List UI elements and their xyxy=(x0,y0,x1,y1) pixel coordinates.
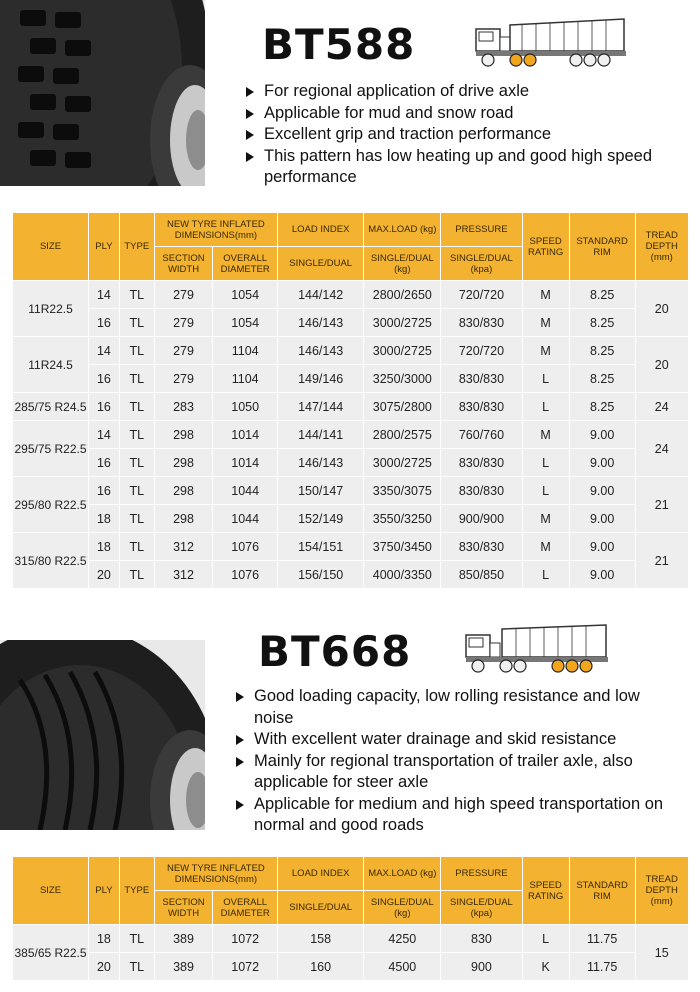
header-pressure: PRESSURE xyxy=(441,857,522,891)
standard-rim-cell: 8.25 xyxy=(569,281,635,309)
speed-rating-cell: M xyxy=(522,505,569,533)
feature-item: Excellent grip and traction performance xyxy=(242,124,692,146)
standard-rim-cell: 9.00 xyxy=(569,561,635,589)
overall-diameter-cell: 1076 xyxy=(213,533,278,561)
table-row xyxy=(13,953,689,981)
ply-cell: 20 xyxy=(89,953,120,981)
type-cell: TL xyxy=(119,393,154,421)
section-width-cell: 298 xyxy=(154,505,213,533)
max-load-cell: 3000/2725 xyxy=(364,449,441,477)
ply-cell: 16 xyxy=(89,393,120,421)
pressure-cell: 830/830 xyxy=(441,477,522,505)
speed-rating-cell: M xyxy=(522,421,569,449)
table-row xyxy=(13,449,689,477)
section-width-cell: 279 xyxy=(154,337,213,365)
section-width-cell: 279 xyxy=(154,365,213,393)
overall-diameter-cell: 1014 xyxy=(213,449,278,477)
standard-rim-cell: 8.25 xyxy=(569,337,635,365)
type-cell: TL xyxy=(119,505,154,533)
feature-item: Applicable for mud and snow road xyxy=(242,103,692,125)
table-row xyxy=(13,281,689,309)
type-cell: TL xyxy=(119,953,154,981)
type-cell: TL xyxy=(119,337,154,365)
table-row xyxy=(13,533,689,561)
type-cell: TL xyxy=(119,309,154,337)
standard-rim-cell: 9.00 xyxy=(569,505,635,533)
overall-diameter-cell: 1044 xyxy=(213,505,278,533)
header-load-index-sub: SINGLE/DUAL xyxy=(278,891,364,925)
load-index-cell: 160 xyxy=(278,953,364,981)
overall-diameter-cell: 1054 xyxy=(213,281,278,309)
max-load-cell: 3000/2725 xyxy=(364,309,441,337)
max-load-cell: 4250 xyxy=(364,925,441,953)
overall-diameter-cell: 1044 xyxy=(213,477,278,505)
ply-cell: 14 xyxy=(89,281,120,309)
section-width-cell: 279 xyxy=(154,281,213,309)
load-index-cell: 146/143 xyxy=(278,449,364,477)
ply-cell: 18 xyxy=(89,925,120,953)
max-load-cell: 2800/2650 xyxy=(364,281,441,309)
standard-rim-cell: 8.25 xyxy=(569,365,635,393)
feature-item: For regional application of drive axle xyxy=(242,81,692,103)
section-width-cell: 389 xyxy=(154,925,213,953)
feature-item: Applicable for medium and high speed transportation on normal and good roads xyxy=(232,794,682,837)
header-dimensions: NEW TYRE INFLATED DIMENSIONS(mm) xyxy=(154,857,277,891)
header-overall-diameter: OVERALL DIAMETER xyxy=(213,891,278,925)
load-index-cell: 146/143 xyxy=(278,309,364,337)
overall-diameter-cell: 1014 xyxy=(213,421,278,449)
header-ply: PLY xyxy=(89,857,120,925)
table-row xyxy=(13,505,689,533)
overall-diameter-cell: 1104 xyxy=(213,365,278,393)
feature-item: Good loading capacity, low rolling resistance and low noise xyxy=(232,686,682,729)
type-cell: TL xyxy=(119,421,154,449)
speed-rating-cell: L xyxy=(522,393,569,421)
tire-image-bt588 xyxy=(0,0,205,186)
max-load-cell: 3750/3450 xyxy=(364,533,441,561)
type-cell: TL xyxy=(119,449,154,477)
ply-cell: 18 xyxy=(89,505,120,533)
load-index-cell: 156/150 xyxy=(278,561,364,589)
section-width-cell: 389 xyxy=(154,953,213,981)
pressure-cell: 720/720 xyxy=(441,337,522,365)
speed-rating-cell: M xyxy=(522,309,569,337)
feature-item: With excellent water drainage and skid resistance xyxy=(232,729,682,751)
feature-list xyxy=(242,81,692,189)
size-cell: 11R22.5 xyxy=(13,281,89,337)
model-title: BT588 xyxy=(262,20,416,69)
header-section-width: SECTION WIDTH xyxy=(154,891,213,925)
type-cell: TL xyxy=(119,365,154,393)
section-width-cell: 298 xyxy=(154,449,213,477)
load-index-cell: 150/147 xyxy=(278,477,364,505)
header-speed-rating: SPEED RATING xyxy=(522,213,569,281)
section-width-cell: 283 xyxy=(154,393,213,421)
tread-depth-cell: 21 xyxy=(635,533,689,589)
max-load-cell: 4000/3350 xyxy=(364,561,441,589)
header-dimensions: NEW TYRE INFLATED DIMENSIONS(mm) xyxy=(154,213,277,247)
pressure-cell: 900/900 xyxy=(441,505,522,533)
table-row xyxy=(13,561,689,589)
header-type: TYPE xyxy=(119,213,154,281)
tire-image-bt668 xyxy=(0,640,205,830)
ply-cell: 20 xyxy=(89,561,120,589)
type-cell: TL xyxy=(119,561,154,589)
max-load-cell: 3350/3075 xyxy=(364,477,441,505)
size-cell: 285/75 R24.5 xyxy=(13,393,89,421)
section-width-cell: 298 xyxy=(154,477,213,505)
header-max-load: MAX.LOAD (kg) xyxy=(364,213,441,247)
header-load-index: LOAD INDEX xyxy=(278,213,364,247)
section-width-cell: 298 xyxy=(154,421,213,449)
feature-item: This pattern has low heating up and good high speed performance xyxy=(242,146,692,189)
max-load-cell: 2800/2575 xyxy=(364,421,441,449)
section-width-cell: 279 xyxy=(154,309,213,337)
ply-cell: 14 xyxy=(89,421,120,449)
header-tread-depth: TREAD DEPTH (mm) xyxy=(635,213,689,281)
tread-depth-cell: 21 xyxy=(635,477,689,533)
max-load-cell: 3075/2800 xyxy=(364,393,441,421)
header-load-index-sub: SINGLE/DUAL xyxy=(278,247,364,281)
header-speed-rating: SPEED RATING xyxy=(522,857,569,925)
max-load-cell: 4500 xyxy=(364,953,441,981)
load-index-cell: 154/151 xyxy=(278,533,364,561)
header-pressure-sub: SINGLE/DUAL (kpa) xyxy=(441,247,522,281)
pressure-cell: 720/720 xyxy=(441,281,522,309)
speed-rating-cell: M xyxy=(522,281,569,309)
table-row xyxy=(13,393,689,421)
size-cell: 295/75 R22.5 xyxy=(13,421,89,477)
max-load-cell: 3550/3250 xyxy=(364,505,441,533)
table-row xyxy=(13,365,689,393)
pressure-cell: 830/830 xyxy=(441,533,522,561)
spec-table xyxy=(12,212,689,589)
speed-rating-cell: L xyxy=(522,925,569,953)
max-load-cell: 3250/3000 xyxy=(364,365,441,393)
max-load-cell: 3000/2725 xyxy=(364,337,441,365)
header-type: TYPE xyxy=(119,857,154,925)
overall-diameter-cell: 1050 xyxy=(213,393,278,421)
pressure-cell: 830/830 xyxy=(441,393,522,421)
size-cell: 315/80 R22.5 xyxy=(13,533,89,589)
overall-diameter-cell: 1072 xyxy=(213,953,278,981)
overall-diameter-cell: 1104 xyxy=(213,337,278,365)
section-width-cell: 312 xyxy=(154,561,213,589)
table-row xyxy=(13,309,689,337)
pressure-cell: 830/830 xyxy=(441,365,522,393)
load-index-cell: 144/142 xyxy=(278,281,364,309)
overall-diameter-cell: 1054 xyxy=(213,309,278,337)
tanker-truck-icon xyxy=(462,621,612,677)
size-cell: 295/80 R22.5 xyxy=(13,477,89,533)
table-row xyxy=(13,421,689,449)
speed-rating-cell: L xyxy=(522,477,569,505)
speed-rating-cell: M xyxy=(522,533,569,561)
type-cell: TL xyxy=(119,281,154,309)
ply-cell: 16 xyxy=(89,477,120,505)
header-standard-rim: STANDARD RIM xyxy=(569,857,635,925)
pressure-cell: 760/760 xyxy=(441,421,522,449)
table-row xyxy=(13,477,689,505)
standard-rim-cell: 8.25 xyxy=(569,393,635,421)
feature-item: Mainly for regional transportation of trailer axle, also applicable for steer axle xyxy=(232,751,682,794)
speed-rating-cell: L xyxy=(522,365,569,393)
header-max-load: MAX.LOAD (kg) xyxy=(364,857,441,891)
speed-rating-cell: L xyxy=(522,561,569,589)
spec-table xyxy=(12,856,689,981)
load-index-cell: 144/141 xyxy=(278,421,364,449)
standard-rim-cell: 8.25 xyxy=(569,309,635,337)
size-cell: 385/65 R22.5 xyxy=(13,925,89,981)
standard-rim-cell: 9.00 xyxy=(569,533,635,561)
standard-rim-cell: 9.00 xyxy=(569,421,635,449)
standard-rim-cell: 11.75 xyxy=(569,925,635,953)
load-index-cell: 152/149 xyxy=(278,505,364,533)
type-cell: TL xyxy=(119,533,154,561)
tread-depth-cell: 24 xyxy=(635,421,689,477)
model-title: BT668 xyxy=(258,627,412,676)
ply-cell: 16 xyxy=(89,449,120,477)
header-pressure-sub: SINGLE/DUAL (kpa) xyxy=(441,891,522,925)
section-width-cell: 312 xyxy=(154,533,213,561)
overall-diameter-cell: 1072 xyxy=(213,925,278,953)
feature-list xyxy=(232,686,682,837)
speed-rating-cell: L xyxy=(522,449,569,477)
standard-rim-cell: 11.75 xyxy=(569,953,635,981)
header-pressure: PRESSURE xyxy=(441,213,522,247)
header-ply: PLY xyxy=(89,213,120,281)
overall-diameter-cell: 1076 xyxy=(213,561,278,589)
load-index-cell: 147/144 xyxy=(278,393,364,421)
header-tread-depth: TREAD DEPTH (mm) xyxy=(635,857,689,925)
tread-depth-cell: 20 xyxy=(635,337,689,393)
tread-depth-cell: 24 xyxy=(635,393,689,421)
speed-rating-cell: M xyxy=(522,337,569,365)
size-cell: 11R24.5 xyxy=(13,337,89,393)
pressure-cell: 900 xyxy=(441,953,522,981)
dump-truck-icon xyxy=(472,15,632,71)
header-max-load-sub: SINGLE/DUAL (kg) xyxy=(364,891,441,925)
load-index-cell: 149/146 xyxy=(278,365,364,393)
ply-cell: 14 xyxy=(89,337,120,365)
tread-depth-cell: 20 xyxy=(635,281,689,337)
ply-cell: 16 xyxy=(89,365,120,393)
header-max-load-sub: SINGLE/DUAL (kg) xyxy=(364,247,441,281)
header-load-index: LOAD INDEX xyxy=(278,857,364,891)
type-cell: TL xyxy=(119,925,154,953)
header-section-width: SECTION WIDTH xyxy=(154,247,213,281)
pressure-cell: 830/830 xyxy=(441,309,522,337)
load-index-cell: 158 xyxy=(278,925,364,953)
header-overall-diameter: OVERALL DIAMETER xyxy=(213,247,278,281)
standard-rim-cell: 9.00 xyxy=(569,449,635,477)
ply-cell: 18 xyxy=(89,533,120,561)
type-cell: TL xyxy=(119,477,154,505)
load-index-cell: 146/143 xyxy=(278,337,364,365)
tread-depth-cell: 15 xyxy=(635,925,689,981)
table-row xyxy=(13,337,689,365)
ply-cell: 16 xyxy=(89,309,120,337)
header-size: SIZE xyxy=(13,857,89,925)
pressure-cell: 830 xyxy=(441,925,522,953)
standard-rim-cell: 9.00 xyxy=(569,477,635,505)
pressure-cell: 830/830 xyxy=(441,449,522,477)
header-standard-rim: STANDARD RIM xyxy=(569,213,635,281)
header-size: SIZE xyxy=(13,213,89,281)
speed-rating-cell: K xyxy=(522,953,569,981)
pressure-cell: 850/850 xyxy=(441,561,522,589)
table-row xyxy=(13,925,689,953)
